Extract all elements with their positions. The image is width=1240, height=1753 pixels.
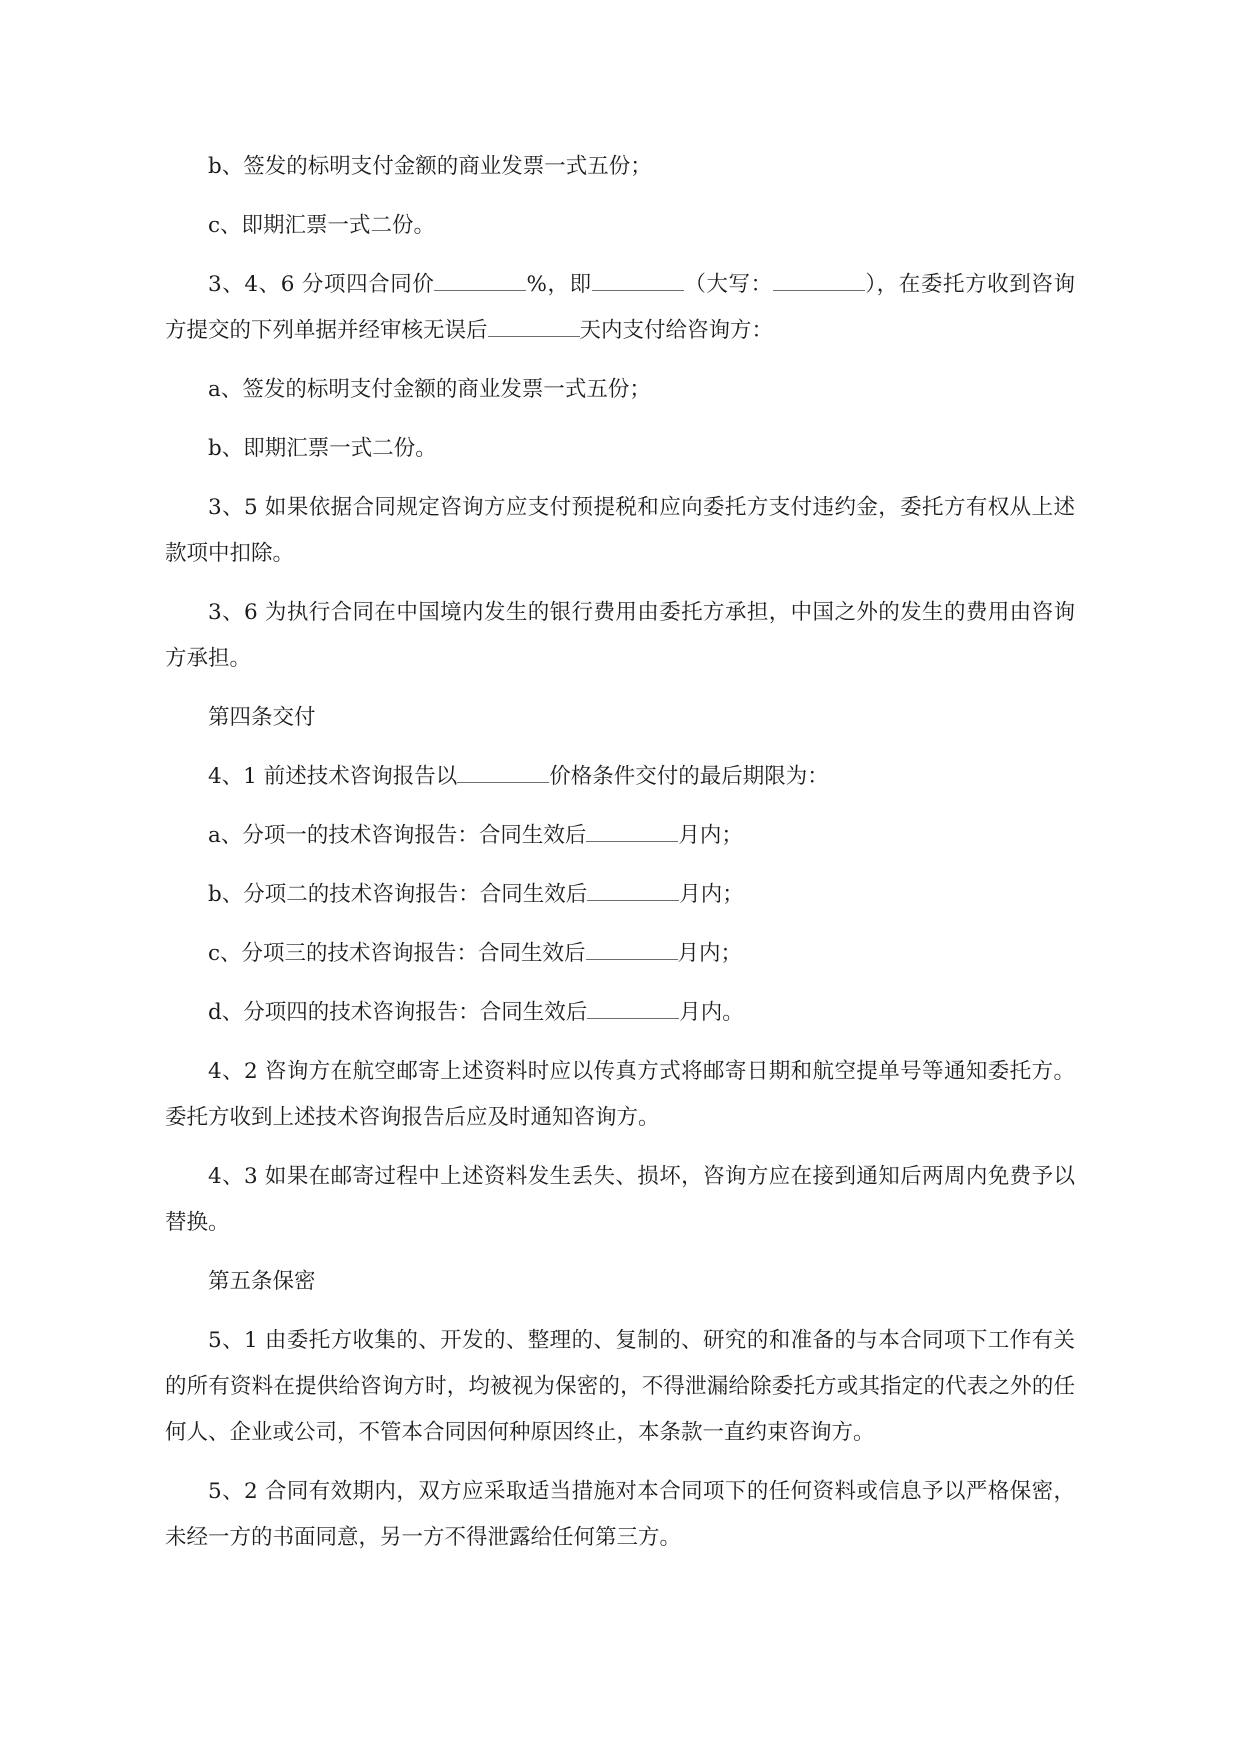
text-run: 3、4、6 分项四合同价	[208, 272, 435, 297]
text-run: c、分项三的技术咨询报告：合同生效后	[208, 941, 586, 966]
item-a-commercial-invoice	[165, 367, 1075, 413]
text-run: 月内。	[679, 1000, 744, 1025]
clause-5-2-mutual-confidentiality	[165, 1469, 1075, 1561]
item-a-subitem1-report	[165, 813, 1075, 859]
article-5-heading-confidentiality	[165, 1259, 1075, 1305]
text-run: a、签发的标明支付金额的商业发票一式五份；	[208, 377, 651, 402]
blank-underline	[488, 319, 580, 337]
text-run: %，即	[526, 272, 592, 297]
text-run: b、分项二的技术咨询报告：合同生效后	[208, 882, 588, 907]
clause-4-1-delivery-deadline	[165, 754, 1075, 800]
blank-underline	[587, 1001, 679, 1019]
text-run: 5、2 合同有效期内，双方应采取适当措施对本合同项下的任何资料或信息予以严格保密，未经一方的书面同意，另一方不得泄露给任何第三方。	[165, 1479, 1075, 1550]
blank-underline	[434, 273, 526, 291]
item-b-sight-draft	[165, 426, 1075, 472]
clause-3-5-withholding-deduction	[165, 485, 1075, 577]
text-run: 月内；	[677, 941, 743, 966]
item-b-subitem2-report	[165, 872, 1075, 918]
article-4-heading-delivery	[165, 695, 1075, 741]
blank-underline	[773, 273, 865, 291]
text-run: （大写：	[683, 272, 773, 297]
text-run: 4、2 咨询方在航空邮寄上述资料时应以传真方式将邮寄日期和航空提单号等通知委托方。委托方收到上述技术咨询报告后应及时通知咨询方。	[165, 1059, 1075, 1130]
text-run: 天内支付给咨询方：	[579, 318, 774, 343]
text-run: ），在委托方收到咨询方提交的下列单据并经审核无误后	[165, 272, 1075, 343]
text-run: 第五条保密	[208, 1269, 316, 1294]
blank-underline	[586, 824, 678, 842]
blank-underline	[457, 765, 549, 783]
text-run: 月内；	[678, 823, 743, 848]
blank-underline	[592, 273, 684, 291]
text-run: c、即期汇票一式二份。	[208, 213, 436, 238]
text-run: 3、6 为执行合同在中国境内发生的银行费用由委托方承担，中国之外的发生的费用由咨询方承担。	[165, 600, 1075, 671]
text-run: 5、1 由委托方收集的、开发的、整理的、复制的、研究的和准备的与本合同项下工作有关的所有资料在提供给咨询方时，均被视为保密的，不得泄漏给除委托方或其指定的代表之外的任何人、企业或公司，不管本合同因何种原因终止，本条款一直约束咨询方。	[165, 1328, 1075, 1445]
text-run: 4、1 前述技术咨询报告以	[208, 764, 458, 789]
item-c-sight-draft	[165, 203, 1075, 249]
text-run: 4、3 如果在邮寄过程中上述资料发生丢失、损坏，咨询方应在接到通知后两周内免费予以替换。	[165, 1164, 1075, 1235]
blank-underline	[587, 883, 679, 901]
text-run: 月内；	[679, 882, 744, 907]
clause-5-1-confidential-materials	[165, 1318, 1075, 1456]
item-c-subitem3-report	[165, 931, 1075, 977]
item-d-subitem4-report	[165, 990, 1075, 1036]
clause-4-2-airmail-fax-notice	[165, 1049, 1075, 1141]
text-run: b、即期汇票一式二份。	[208, 436, 437, 461]
clause-4-3-loss-replacement	[165, 1154, 1075, 1246]
text-run: b、签发的标明支付金额的商业发票一式五份；	[208, 154, 652, 179]
blank-underline	[586, 942, 678, 960]
contract-text-body	[165, 144, 1075, 1574]
text-run: 3、5 如果依据合同规定咨询方应支付预提税和应向委托方支付违约金，委托方有权从上述款项中扣除。	[165, 495, 1075, 566]
clause-3-6-bank-fees	[165, 590, 1075, 682]
text-run: 第四条交付	[208, 705, 316, 730]
item-b-commercial-invoice	[165, 144, 1075, 190]
clause-3-4-subitem4-price	[165, 262, 1075, 354]
text-run: 价格条件交付的最后期限为：	[549, 764, 829, 789]
text-run: d、分项四的技术咨询报告：合同生效后	[208, 1000, 588, 1025]
text-run: a、分项一的技术咨询报告：合同生效后	[208, 823, 587, 848]
